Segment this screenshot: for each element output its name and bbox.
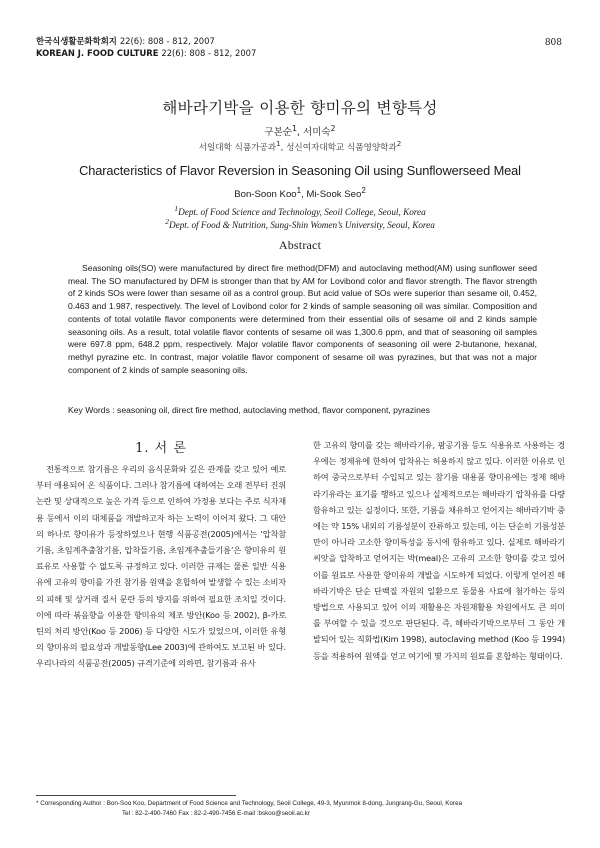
author-2-en-sup: 2 — [361, 186, 366, 195]
footnote-author-line: * Corresponding Author : Bon-Soo Koo, Department of Food Science and Technology, Seoil College, 49-3, Myunmok 8-dong, Jungrang-Gu, Seoul, Korea — [36, 800, 463, 807]
author-1-en-sup: 1 — [296, 186, 302, 195]
author-1-ko-sup: 1 — [291, 124, 297, 133]
corresponding-author-footnote — [36, 799, 576, 819]
journal-volume-en: 22(6): 808 - 812, 2007 — [161, 48, 257, 58]
journal-volume-ko: 22(6): 808 - 812, 2007 — [119, 36, 215, 46]
paper-title-ko: 해바라기박을 이용한 향미유의 변향특성 — [162, 99, 438, 117]
paper-title-en: Characteristics of Flavor Reversion in Seasoning Oil using Sunflowerseed Meal — [79, 163, 521, 178]
author-2-ko: 서미숙 — [303, 127, 331, 139]
affiliation-1-en-text: Dept. of Food Science and Technology, Seoil College, Seoul, Korea — [178, 207, 426, 218]
affiliation-1-en-sup: 1 — [174, 204, 179, 213]
footnote-contact-line: Tel : 82-2-490-7460 Fax : 82-2-490-7456 E-mail :bskoo@seoil.ac.kr — [122, 810, 311, 817]
author-1-en: Bon-Soon Koo — [234, 189, 297, 201]
affiliation-1-ko-sup: 1 — [276, 139, 281, 148]
intro-paragraph-2: 한 고유의 향미를 갖는 해바라기유, 팜공기름 등도 식용유로 사용하는 경우에는 정제유에 한하여 압착유는 허용하지 않고 있다. 이러한 이유로 인하여 중국으로부터 수입되고 있는 참기름 대용품 향미유에는 정제 해바라기유라는 표기를 행하고 있으나 실제적으로는 해바라기 압착유를 다량 함유하고 있는 실정이다. 또한, 기름을 채유하고 얻어지는 해바라기박 중에는 약 15% 내외의 기름성분이 잔류하고 있는데, 이는 단순히 기름성분만이 아니라 고소한 향미특성을 동시에 함유하고 있다. 실제로 해바라기 씨앗을 압착하고 얻어지는 박(meal)은 고유의 고소한 향미를 갖고 있어 이를 원료로 사용한 향미유의 개발을 시도하게 되었다. 이렇게 얻어진 해바라기박은 단순 단백질 자원의 일환으로 동물용 사료에 첨가하는 등의 방법으로 사용되고 있어 이의 재활용은 자원재활용 차원에서도 큰 의미를 부여할 수 있을 것으로 판단된다. 즉, 해바라기박으로부터 그 동안 개발되어 있는 직화법(Kim 1998), autoclaving method (Koo 등 1994) 등을 적용하여 원액을 얻고 여기에 몇 가지의 원료를 혼합하는 형태이다. — [313, 440, 565, 661]
journal-name-en — [36, 48, 256, 59]
affiliation-1-en — [0, 204, 600, 217]
affiliation-separator-ko: , — [280, 142, 287, 153]
affiliation-1-ko: 서일대학 식품가공과 — [198, 142, 277, 153]
authors-ko — [0, 124, 600, 138]
affiliations-ko — [0, 139, 600, 153]
affiliation-2-ko: 성신여자대학교 식품영양학과 — [286, 142, 397, 153]
intro-left-column — [36, 461, 286, 672]
intro-paragraph-1: 전통적으로 참기름은 우리의 음식문화와 깊은 관계를 갖고 있어 예로부터 애용되어 온 식품이다. 그러나 참기름에 대하여는 오래 전부터 진위논란 및 상대적으로 높은 가격 등으로 인하여 가정용 보다는 주로 식자재용 등에서 이의 대체품을 개발하고자 하는 노력이 이어져 왔다. 그 대안의 하나로 향미유가 등장하였으나 현행 식품공전(2005)에서는 ‘압착참기름, 초임계추출참기름, 압착들기름, 초임계추출들기름’은 향미유의 원료유로 사용할 수 없도록 규정하고 있다. 이러한 규제는 물론 일반 식용유에 고유의 향미를 가진 참기름 원액을 혼합하여 발생할 수 있는 소비자의 피해 및 상거래 질서 문란 등의 방지를 위하여 필요한 조치일 것이다. 이에 따라 볶음향을 이용한 향미유의 제조 방안(Koo 등 2002), β-카로틴의 처리 방안(Koo 등 2006) 등 다양한 시도가 있었으며, 이러한 유형의 향미유의 필요성과 개발동향(Lee 2003)에 관하여도 보고된 바 있다. 우리나라의 식품공전(2005) 규격기준에 의하면, 참기름과 유사 — [36, 464, 286, 669]
abstract-body: Seasoning oils(SO) were manufactured by direct fire method(DFM) and autoclaving method(AM) using sunflower seed meal. The SO manufactured by DFM is stronger than that by AM for Lovibond color and flavor strength. The flavor strength of 2 kinds SOs were lower than sesame oil as a control group. But acid value of SOs were superior than sesame oil, 0.452, 0.463 and 1.987, respectively. The level of Lovibond color for 2 kinds of sample seasoning oil was similar. Composition and contents of total volatile flavor components were determined from their essential oils of sesame oil and 2 kinds sample seasoning oils. As a result, total volatile flavor contents of sesame oil was 1,300.6 ppm, and that of seasoning oil samples were 697.8 ppm, 648.2 ppm, respectively. Major volatile flavor components of seasoning oil were 2-butanone, hexanal, methyl pyrazine etc. In contrast, major volatile flavor component of sesame oil was pyrazines, but that was not a major component of 2 kinds of sample seasoning oils. — [68, 263, 537, 375]
keywords — [68, 405, 548, 415]
journal-title-en: KOREAN J. FOOD CULTURE — [36, 48, 159, 58]
page-number: 808 — [544, 38, 562, 48]
journal-title-ko: 한국식생활문화학회지 — [36, 36, 117, 46]
author-separator-ko: , — [296, 127, 304, 139]
abstract-heading: Abstract — [278, 238, 322, 252]
author-2-ko-sup: 2 — [330, 124, 336, 133]
author-1-ko: 구본순 — [264, 127, 292, 139]
affiliation-2-en-sup: 2 — [165, 217, 169, 226]
keywords-list: seasoning oil, direct fire method, autoclaving method, flavor component, pyrazines — [117, 405, 430, 415]
author-separator-en: , — [301, 189, 307, 201]
affiliation-2-en — [0, 217, 600, 230]
intro-right-column — [313, 437, 565, 664]
footnote-divider — [36, 795, 236, 796]
affiliation-2-ko-sup: 2 — [396, 139, 402, 148]
keywords-label: Key Words : — [68, 405, 115, 415]
journal-name-ko — [36, 36, 215, 47]
section-title-introduction: 1. 서 론 — [135, 441, 187, 456]
affiliation-2-en-text: Dept. of Food & Nutrition, Sung-Shin Women’s University, Seoul, Korea — [169, 220, 435, 231]
authors-en — [0, 186, 600, 200]
author-2-en: Mi-Sook Seo — [306, 189, 362, 201]
